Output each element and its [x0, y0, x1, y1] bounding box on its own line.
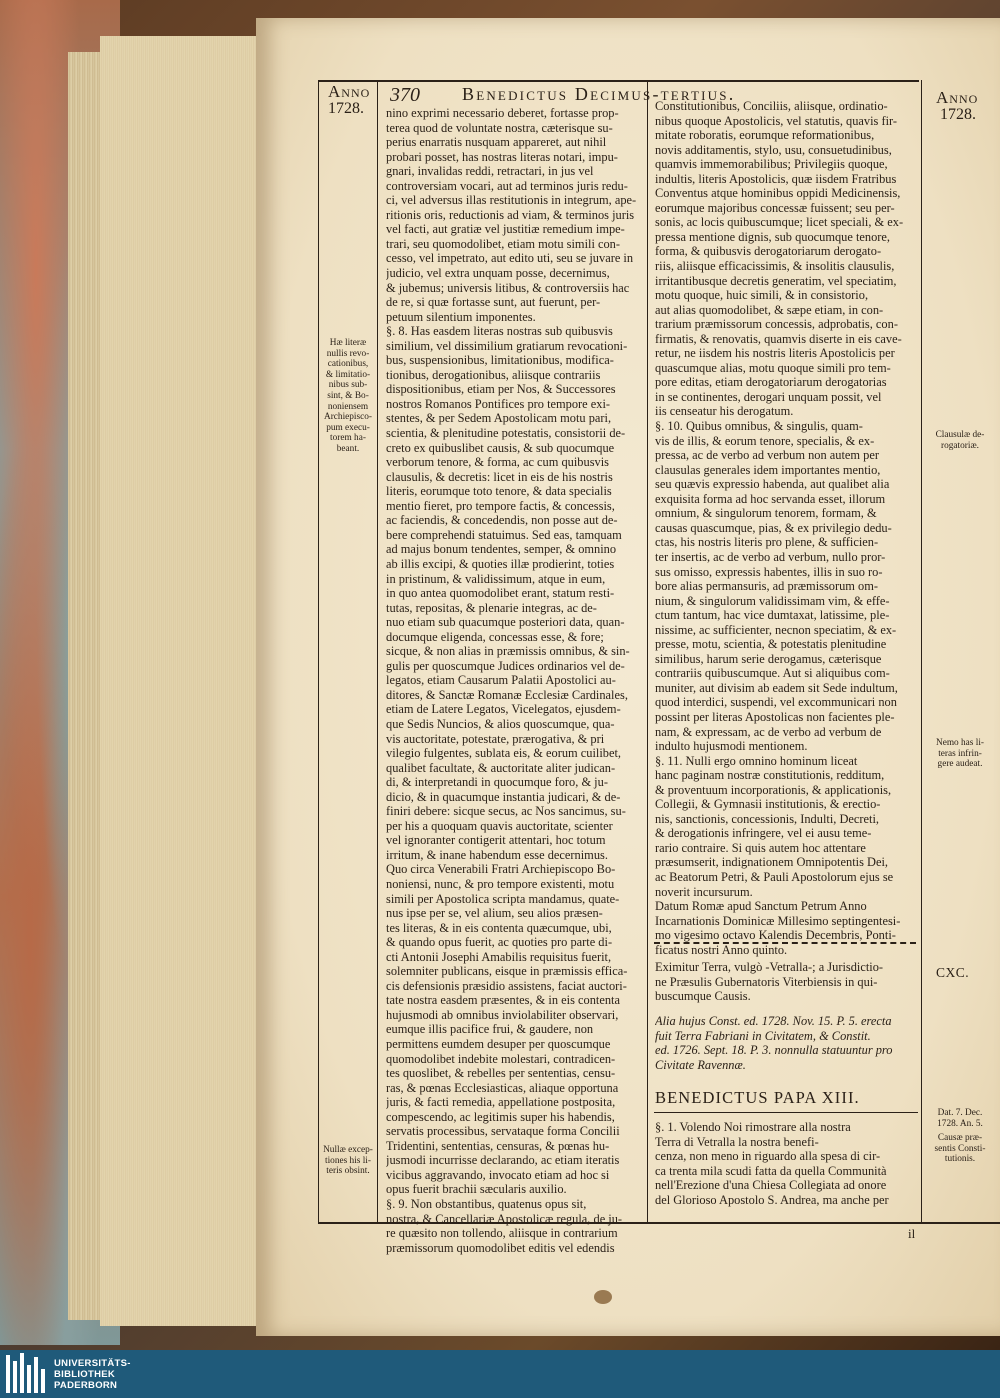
italian-line: cenza, non meno in riguardo alla spesa di cir-	[655, 1149, 881, 1164]
text-line: bere comprehendi statuimus. Sed eas, tamquam	[386, 527, 622, 542]
margin-line: teris obsint.	[326, 1166, 370, 1177]
header-year-left: 1728.	[328, 100, 364, 117]
margin-line: rogatoriæ.	[941, 440, 979, 451]
margin-rule-right	[921, 80, 922, 1222]
text-line: noverit incursurum.	[655, 884, 753, 899]
text-line: exquisita forma ad hoc servanda esset, illorum	[655, 491, 886, 506]
text-line: stentes, & per Sedem Apostolicam motu pari,	[386, 411, 612, 426]
text-line: verborum tenore, & forma, ac cum quibusvis	[386, 455, 609, 470]
text-line: bus, suspensionibus, limitationibus, modifica-	[386, 353, 614, 368]
margin-line: nibus sub-	[328, 380, 368, 391]
text-line: firmatis, & renovatis, quamvis diserte in eis cave-	[655, 331, 902, 346]
text-line: pressa, ac de verbo ad verbum non autem per	[655, 448, 879, 463]
text-line: perius enarratis nusquam appareret, aut nihil	[386, 135, 607, 150]
text-line: gulis per quoscumque Judices ordinarios vel de-	[386, 658, 625, 673]
margin-line: 1728. An. 5.	[937, 1118, 983, 1129]
text-line: qualibet facultate, & auctoritate aliter judican-	[386, 760, 616, 775]
text-line: vel ignoranter contigerit attentari, hoc totum	[386, 833, 606, 848]
margin-line: Nemo has li-	[935, 738, 985, 748]
text-line: & jubemus; universis litibus, & controversiis hac	[386, 280, 630, 295]
logo-line-2: BIBLIOTHEK	[54, 1369, 116, 1380]
header-anno-left: Anno	[328, 82, 371, 101]
note-line: ed. 1726. Sept. 18. P. 3. nonnulla statuuntur pro	[655, 1043, 893, 1058]
text-line: nino exprimi necessario deberet, fortasse prop-	[386, 106, 619, 120]
column-rule	[647, 80, 648, 1222]
text-line: vis auctoritate, potestate, prærogativa, & pri	[386, 731, 605, 746]
text-line: servatis processibus, servataque forma Concilii	[386, 1124, 620, 1139]
italian-line: ca trenta mila scudi fatta da quella Communità	[655, 1163, 887, 1178]
text-line: nibus quoque Apostolicis, vel statutis, quavis fir-	[655, 113, 898, 128]
note-line: fuit Terra Fabriani in Civitatem, & Constit.	[655, 1028, 871, 1043]
margin-line: torem ha-	[330, 433, 366, 444]
margin-line: sint, & Bo-	[327, 390, 369, 401]
running-title: Benedictus Decimus-tertius.	[462, 84, 736, 104]
text-line: nuo etiam sub quacumque posteriori data, quan-	[386, 615, 625, 630]
text-line: sus omisso, expressis habentes, illis in suo ro-	[655, 564, 883, 579]
text-line: præmissorum quomodolibet editis vel edendis	[386, 1240, 615, 1255]
text-line: hujusmodi ab omnibus inviolabiliter observari,	[386, 1007, 619, 1022]
margin-line: nullis revo-	[326, 348, 370, 359]
text-line: tionibus, derogationibus, aliisque contrariis	[386, 367, 601, 382]
text-line: Collegii, & Gymnasii institutionis, & erectio-	[655, 797, 881, 812]
text-line: cesso, vel impetrato, aut edito uti, seu se juvare in	[386, 251, 634, 266]
italian-line: nell'Erezione d'una Chiesa Collegiata ad onore	[655, 1178, 887, 1193]
text-line: contrariis quibuscumque. Aut si aliquibus com-	[655, 666, 890, 681]
text-line: clausulas generales idem importantes mentio,	[655, 462, 881, 477]
text-line: ficatus nostri Anno quinto.	[655, 942, 788, 957]
margin-line: Dat. 7. Dec.	[937, 1108, 983, 1118]
margin-line: tutionis.	[944, 1154, 976, 1165]
text-line: quamvis immemorabilibus; Privilegiis quoque,	[655, 157, 888, 172]
margin-line: sentis Consti-	[934, 1143, 986, 1154]
left-text-column	[386, 106, 643, 1255]
text-line: ad majus bonum tendentes, semper, & omnino	[386, 542, 617, 557]
margin-line: cationibus,	[327, 359, 369, 370]
text-line: simili per Apostolica scripta mandamus, quate-	[386, 891, 620, 906]
text-line: & proventuum incorporationis, & applicationis,	[655, 782, 892, 797]
text-line: rario contraire. Si quis autem hoc attentare	[655, 840, 866, 855]
library-logo-icon	[4, 1351, 50, 1397]
text-line: in quo antea quomodolibet erant, statum resti-	[386, 586, 615, 601]
text-line: dicio, & in quacumque instantia judicari, & de-	[386, 789, 621, 804]
margin-note-right-1	[924, 430, 996, 451]
text-line: retur, ne iisdem his nostris literis Apostolicis per	[655, 346, 895, 361]
text-line: & quando opus fuerit, ac quoties pro parte di-	[386, 935, 613, 950]
text-line: Datum Romæ apud Sanctum Petrum Anno	[655, 899, 867, 914]
text-line: quascumque alias, motu quoque simili pro tem-	[655, 360, 891, 375]
margin-note-left-2	[320, 1145, 376, 1177]
text-line: mitate roboratis, eorumque reformationibus,	[655, 128, 875, 143]
text-line: nam, & expressam, ac de verbo ad verbum de	[655, 724, 882, 739]
summary-line: ne Præsulis Gubernatoris Viterbiensis in qui-	[655, 974, 878, 989]
text-line: legatos, etiam Causarum Palatii Apostolici au-	[386, 673, 616, 688]
text-line: præsumserit, indignationem Omnipotentis Dei,	[655, 855, 888, 870]
text-line: nostra, & Cancellariæ Apostolicæ regula, de ju-	[386, 1211, 623, 1226]
text-line: Constitutionibus, Conciliis, aliisque, ordinatio-	[655, 99, 888, 113]
margin-line: teras infrin-	[938, 748, 982, 759]
text-line: indulto hujusmodi mentionem.	[655, 739, 808, 754]
text-line: juris, & facti remedia, appellatione postposita,	[386, 1095, 616, 1110]
text-line: de re, si quæ fortasse sunt, aut fuerunt, per-	[386, 295, 601, 310]
text-line: ac faciendis, & concedendis, non posse aut de-	[386, 513, 618, 528]
summary-line: Eximitur Terra, vulgò -Vetralla-; a Jurisdictio-	[655, 960, 884, 974]
text-line: clausulis, & decretis: licet in eis de his nostris	[386, 469, 613, 484]
text-line: ctum tantum, hac vice dumtaxat, latissime, ple-	[655, 608, 890, 623]
text-line: vicibus aggravando, invocato etiam ad hoc si	[386, 1167, 610, 1182]
text-line: judicio, vel extra unquam posse, decernimus,	[386, 266, 610, 281]
outer-left-rule	[318, 80, 319, 1222]
text-line: literis, eorumque toto tenore, & data specialis	[386, 484, 612, 499]
text-line: documque eligenda, concessas esse, & fore;	[386, 629, 604, 644]
text-line: tes literas, & in eis contenta quæcumque, ubi,	[386, 920, 612, 935]
text-line: sicque, & non alias in præmissis omnibus, & sin-	[386, 644, 630, 659]
text-line: nus ipse per se, vel alium, seu alios præsen-	[386, 906, 603, 921]
text-line: Incarnationis Dominicæ Millesimo septingentesi-	[655, 913, 901, 928]
text-line: permittens eumdem desuper per quoscumque	[386, 1037, 611, 1051]
italian-line: del Glorioso Apostolo S. Andrea, ma anche per	[655, 1192, 889, 1207]
catchword: il	[908, 1226, 916, 1241]
text-line: ac Beatorum Petri, & Pauli Apostolorum ejus se	[655, 869, 894, 884]
margin-rule-left	[377, 80, 378, 1222]
text-line: hanc paginam nostræ constitutionis, redditum,	[655, 768, 885, 783]
text-line: vis de illis, & eorum tenore, specialis, & ex-	[655, 433, 875, 448]
italian-text	[655, 1120, 917, 1207]
margin-line: & limitatio-	[325, 369, 371, 380]
italian-line: Terra di Vetralla la nostra benefi-	[655, 1134, 819, 1149]
text-line: ter insertis, ac de verbo ad verbum, nullo pror-	[655, 549, 886, 564]
text-line: Quo circa Venerabili Fratri Archiepiscopo Bo-	[386, 862, 616, 877]
text-line: creto ex quibuslibet causis, & sub quocumque	[386, 440, 615, 455]
page-number: 370	[390, 84, 420, 106]
margin-line: Archiepisco-	[323, 412, 372, 423]
text-line: Conventus atque hominibus oppidi Medicinensis,	[655, 186, 901, 201]
text-line: vel facti, aut gratiæ vel justitiæ remedium impe-	[386, 222, 625, 237]
right-text-column	[655, 99, 917, 957]
editorial-note	[655, 1014, 917, 1072]
text-line: causas quascumque, pias, & ex privilegio dedu-	[655, 520, 892, 535]
paper-stain	[594, 1290, 612, 1304]
text-line: eumque illis pacifice frui, & gaudere, non	[386, 1022, 594, 1037]
text-line: iis censeatur his derogatum.	[655, 404, 794, 419]
text-line: ritionis oris, reductionis ad viam, & terminos juris	[386, 207, 635, 222]
text-line: novis additamentis, stylo, usu, consuetudinibus,	[655, 142, 892, 157]
text-block-edge	[100, 36, 260, 1326]
margin-line: Hæ literæ	[329, 338, 367, 348]
text-line: ras, & pœnas Ecclesiasticas, aliaque opportuna	[386, 1080, 619, 1095]
library-logo-bar	[0, 1350, 1000, 1398]
text-line: mentio fieret, pro tempore factis, & concessis,	[386, 498, 615, 513]
margin-note-right-4	[924, 1133, 996, 1165]
margin-line: Nullæ excep-	[323, 1145, 373, 1155]
margin-line: Causæ præ-	[937, 1133, 983, 1143]
text-line: re quæsito non tollendo, aliisque in contrarium	[386, 1226, 618, 1241]
text-line: cti Antonii Josephi Amabilis requisitus fuerit,	[386, 949, 612, 964]
text-line: similium, vel dissimilium gratiarum revocationi-	[386, 338, 628, 353]
margin-line: Clausulæ de-	[935, 430, 985, 440]
text-line: indultis, literis Apostolicis, quæ iisdem Fratribus	[655, 171, 897, 186]
text-line: in pristinum, & validissimum, atque in eum,	[386, 571, 606, 586]
margin-line: pum execu-	[326, 422, 370, 433]
text-line: motu quoque, huic simili, & in consistorio,	[655, 288, 869, 303]
header-year-right: 1728.	[940, 106, 976, 123]
section-heading: BENEDICTUS PAPA XIII.	[655, 1088, 860, 1107]
text-line: terea quod de voluntate nostra, cæterisque su-	[386, 120, 613, 135]
text-line: omnium, & singulorum tenorem, formam, &	[655, 506, 877, 521]
heading-rule	[654, 1112, 918, 1113]
text-line: solemniter publicans, eisque in præmissis effica-	[386, 964, 628, 979]
section-separator	[654, 942, 916, 944]
top-rule	[318, 80, 919, 82]
text-line: sonis, ac locis quibuscumque; licet speciali, & ex-	[655, 215, 904, 230]
page-edges	[68, 52, 102, 1320]
text-line: compescendo, ac legitimis super his habendis,	[386, 1109, 615, 1124]
text-line: bore alias permansuris, ad præmissorum om-	[655, 579, 878, 594]
text-line: presse, motu, scientia, & potestatis plenitudine	[655, 637, 887, 652]
text-line: mo vigesimo octavo Kalendis Decembris, Ponti-	[655, 928, 896, 943]
text-line: tate nostra easdem præsentes, & in eis contenta	[386, 993, 620, 1008]
margin-note-right-3	[924, 1108, 996, 1129]
text-line: scientia, & plenitudine potestatis, consistorii de-	[386, 426, 626, 441]
note-line: Civitate Ravennæ.	[655, 1057, 746, 1072]
logo-line-3: PADERBORN	[54, 1380, 118, 1391]
text-line: trarium præmissorum concessis, adprobatis, con-	[655, 317, 898, 332]
text-line: gnari, invalidas reddi, retractari, in jus vel	[386, 164, 594, 179]
margin-line: gere audeat.	[937, 759, 983, 770]
text-line: §. 8. Has easdem literas nostras sub quibusvis	[386, 324, 613, 339]
text-line: cis defensionis præsidio assistens, faciat auctori-	[386, 978, 627, 993]
margin-line: tiones his li-	[325, 1155, 371, 1166]
text-line: jusmodi incurrisse declarando, ac etiam iteratis	[386, 1153, 620, 1168]
margin-note-left-1	[320, 338, 376, 455]
text-line: tutas, repositas, & plenarie integras, ac de-	[386, 600, 597, 615]
text-line: §. 9. Non obstantibus, quatenus opus sit,	[386, 1197, 587, 1212]
text-line: irritum, & inane habendum esse decernimus.	[386, 847, 608, 862]
text-line: §. 11. Nulli ergo omnino hominum liceat	[655, 753, 858, 768]
text-line: & derogationis infringere, vel ei ausu teme-	[655, 826, 872, 841]
header-anno-right: Anno	[936, 88, 979, 107]
text-line: quod interdici, suspendi, vel excommunicari non	[655, 695, 897, 710]
text-line: ditores, & Sanctæ Romanæ Ecclesiæ Cardinales,	[386, 687, 628, 702]
text-line: tes quoslibet, & rebelles per sententias, censu-	[386, 1066, 616, 1081]
italian-line: §. 1. Volendo Noi rimostrare alla nostra	[655, 1120, 851, 1134]
text-line: petuum silentium imponentes.	[386, 309, 536, 324]
text-line: riis, aliisque efficacissimis, & insolitis clausulis,	[655, 259, 895, 274]
text-line: per his a quoquam quavis auctoritate, scienter	[386, 818, 613, 833]
text-line: forma, & quibusvis derogatoriarum derogato-	[655, 244, 882, 259]
text-line: ab illis excipi, & quoties illæ prodierint, toties	[386, 556, 615, 571]
logo-line-1: UNIVERSITÄTS-	[54, 1358, 131, 1369]
text-line: in se continentes, derogari unquam possit, vel	[655, 389, 882, 404]
text-line: quomodolibet indebite molestari, contradicen-	[386, 1051, 616, 1066]
text-line: dispositionibus, etiam per Nos, & Successores	[386, 382, 616, 397]
text-line: nostros Romanos Pontifices pro tempore exi-	[386, 396, 611, 411]
text-line: similibus, harum serie derogamus, cæterisque	[655, 651, 882, 666]
text-line: opus fuerit brachii sæcularis auxilio.	[386, 1182, 567, 1197]
text-line: pore editas, etiam derogatoriarum derogatorias	[655, 375, 887, 390]
text-line: muniter, aut divisim ab eadem sit Sede indultum,	[655, 680, 898, 695]
text-line: controversiam vocari, aut ad terminos juris redu-	[386, 178, 628, 193]
text-line: nis, sanctionis, concessionis, Indulti, Decreti,	[655, 811, 880, 826]
text-line: §. 10. Quibus omnibus, & singulis, quam-	[655, 419, 863, 434]
text-line: ci, vel adversus illas restitutionis in integrum, ape-	[386, 193, 637, 208]
margin-note-right-2	[924, 738, 996, 770]
text-line: nium, & singulorum validissimam vim, & effe-	[655, 593, 890, 608]
text-line: trari, seu quomodolibet, etiam motu simili con-	[386, 236, 621, 251]
text-line: seu quævis expressio habenda, aut qualibet alia	[655, 477, 890, 492]
margin-line: beant.	[336, 443, 360, 454]
constitution-summary	[655, 960, 917, 1004]
margin-line: noniensem	[327, 401, 369, 412]
constitution-number: CXC.	[936, 965, 970, 980]
text-line: probari posset, has nostras literas notari, impu-	[386, 149, 618, 164]
text-line: aut alias quomodolibet, & sæpe etiam, in con-	[655, 302, 884, 317]
book-page	[256, 18, 1000, 1336]
text-line: finiri debere: sicque secus, ac Nos sancimus, su-	[386, 804, 626, 819]
text-line: irritantibusque decretis generatim, vel speciatim,	[655, 273, 897, 288]
text-line: Tridentini, sententias, censuras, & pœnas hu-	[386, 1138, 610, 1153]
note-line: Alia hujus Const. ed. 1728. Nov. 15. P. 5. erecta	[655, 1014, 892, 1028]
text-line: etiam de Latere Legatos, Vicelegatos, ejusdem-	[386, 702, 621, 717]
text-line: possint per literas Apostolicas non facientes ple-	[655, 709, 895, 724]
text-line: vilegio fulgentes, sublata eis, & eorum cuilibet,	[386, 746, 622, 761]
text-line: que Sedis Nuncios, & alios quoscumque, qua-	[386, 716, 615, 731]
text-line: di, & interpretandi in quocumque foro, & ju-	[386, 775, 608, 790]
text-line: ctas, his nostris literis pro plene, & sufficien-	[655, 535, 879, 550]
summary-line: buscumque Causis.	[655, 989, 751, 1004]
text-line: eorumque majoribus concessæ fuissent; seu per-	[655, 200, 895, 215]
text-line: noniensi, nunc, & pro tempore existenti, motu	[386, 876, 615, 891]
text-line: nissime, ac sufficienter, necnon speciatim, & ex-	[655, 622, 897, 637]
text-line: pressa mentione dignis, sub quocumque tenore,	[655, 229, 891, 244]
